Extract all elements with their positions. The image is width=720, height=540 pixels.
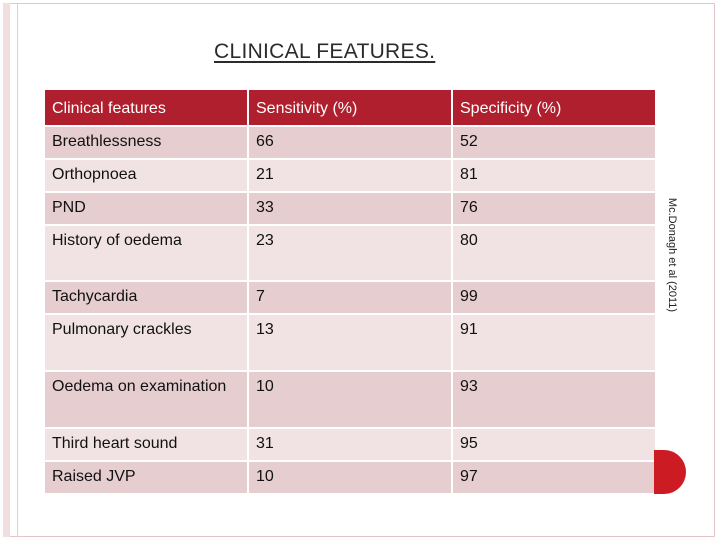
table-row	[44, 225, 656, 281]
specificity-cell: 80	[452, 225, 656, 281]
sensitivity-cell: 21	[248, 159, 452, 192]
feature-cell: Breathlessness	[44, 126, 248, 159]
table-row	[44, 461, 656, 494]
feature-cell: History of oedema	[44, 225, 248, 281]
feature-cell: Tachycardia	[44, 281, 248, 314]
sensitivity-cell: 13	[248, 314, 452, 371]
table-row	[44, 281, 656, 314]
sensitivity-cell: 31	[248, 428, 452, 461]
sensitivity-cell: 33	[248, 192, 452, 225]
feature-cell: Raised JVP	[44, 461, 248, 494]
header-clinical-features: Clinical features	[44, 89, 248, 126]
specificity-cell: 76	[452, 192, 656, 225]
table-row	[44, 314, 656, 371]
specificity-cell: 81	[452, 159, 656, 192]
header-specificity: Specificity (%)	[452, 89, 656, 126]
feature-cell: Pulmonary crackles	[44, 314, 248, 371]
sensitivity-cell: 10	[248, 461, 452, 494]
specificity-cell: 93	[452, 371, 656, 428]
left-decorative-line	[17, 3, 18, 537]
table-row	[44, 192, 656, 225]
specificity-cell: 97	[452, 461, 656, 494]
left-decorative-band	[3, 3, 10, 537]
table-header-row	[44, 89, 656, 126]
feature-cell: Orthopnoea	[44, 159, 248, 192]
feature-cell: Oedema on examination	[44, 371, 248, 428]
sensitivity-cell: 66	[248, 126, 452, 159]
table-row	[44, 428, 656, 461]
slide-title: CLINICAL FEATURES.	[214, 40, 436, 63]
citation-text: Mc.Donagh et al (2011)	[666, 197, 678, 313]
sensitivity-cell: 7	[248, 281, 452, 314]
sensitivity-cell: 10	[248, 371, 452, 428]
specificity-cell: 91	[452, 314, 656, 371]
specificity-cell: 99	[452, 281, 656, 314]
header-sensitivity: Sensitivity (%)	[248, 89, 452, 126]
clinical-features-table	[43, 88, 657, 495]
table-row	[44, 371, 656, 428]
table-row	[44, 126, 656, 159]
specificity-cell: 95	[452, 428, 656, 461]
citation-vertical	[660, 190, 684, 320]
sensitivity-cell: 23	[248, 225, 452, 281]
feature-cell: Third heart sound	[44, 428, 248, 461]
specificity-cell: 52	[452, 126, 656, 159]
feature-cell: PND	[44, 192, 248, 225]
table-row	[44, 159, 656, 192]
